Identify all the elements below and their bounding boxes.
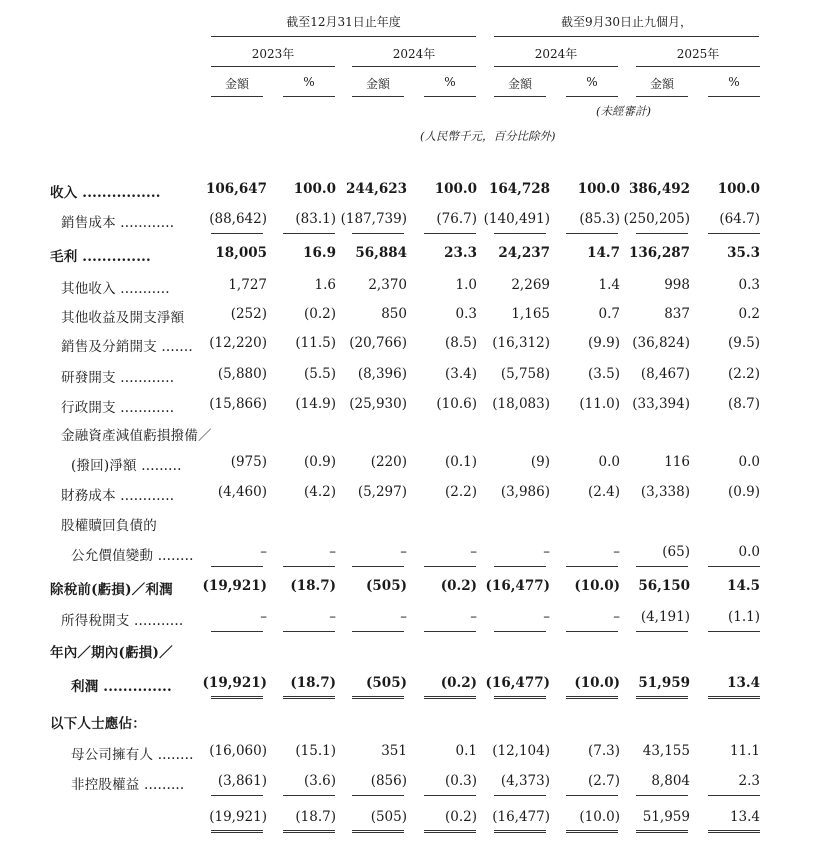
table-cell: (8.7) <box>727 396 760 412</box>
table-cell: 2,370 <box>368 277 407 293</box>
table-cell: (505) <box>370 809 407 825</box>
table-cell: (4,191) <box>640 609 690 625</box>
table-cell: 1.6 <box>314 277 336 293</box>
table-cell: 136,287 <box>628 245 690 261</box>
table-cell: – <box>470 544 477 560</box>
divider <box>352 96 404 97</box>
row-label: 研發開支 ............ <box>61 370 175 386</box>
table-cell: (64.7) <box>719 211 760 227</box>
table-cell: (0.9) <box>303 454 336 470</box>
table-cell: (975) <box>230 454 267 470</box>
table-cell: (5,297) <box>357 484 407 500</box>
subtotal-underline <box>494 631 546 632</box>
row-label: 母公司擁有人 ........ <box>71 747 194 763</box>
table-cell: (12,220) <box>209 335 267 351</box>
unaudited-note: (未經審計) <box>596 104 651 118</box>
row-label: 銷售成本 ............ <box>61 215 175 231</box>
table-cell: 24,237 <box>498 245 550 261</box>
table-cell: (3,986) <box>500 484 550 500</box>
table-cell: 850 <box>381 306 407 322</box>
table-cell: 244,623 <box>345 181 407 197</box>
row-label: 其他收入 ........... <box>61 281 170 297</box>
total-double-underline <box>566 696 618 699</box>
row-label: 其他收益及開支淨額 <box>61 310 185 326</box>
total-double-underline <box>636 696 688 699</box>
table-cell: (505) <box>366 578 407 594</box>
subtotal-underline <box>494 795 546 796</box>
table-cell: (18.7) <box>295 809 336 825</box>
total-double-underline <box>283 830 335 833</box>
total-double-underline <box>211 696 263 699</box>
row-label: 年內／期內(虧損)／ <box>50 645 173 661</box>
col-header-pct: % <box>303 75 315 89</box>
divider <box>211 66 335 67</box>
divider <box>566 96 618 97</box>
year-header: 2025年 <box>676 47 720 61</box>
table-cell: 0.3 <box>455 306 477 322</box>
subtotal-underline <box>566 566 618 567</box>
table-cell: (18.7) <box>290 675 336 691</box>
table-cell: 23.3 <box>444 245 477 261</box>
total-double-underline <box>352 830 404 833</box>
table-cell: (19,921) <box>202 675 267 691</box>
divider <box>636 66 760 67</box>
table-cell: 13.4 <box>729 809 760 825</box>
subtotal-underline <box>211 566 263 567</box>
table-cell: 0.1 <box>455 743 477 759</box>
col-header-amount: 金額 <box>224 77 249 91</box>
table-cell: (3.5) <box>587 366 620 382</box>
table-cell: (5.5) <box>303 366 336 382</box>
subtotal-underline <box>708 631 760 632</box>
subtotal-underline <box>566 631 618 632</box>
total-double-underline <box>708 696 760 699</box>
table-cell: 116 <box>664 454 690 470</box>
table-cell: (856) <box>370 773 407 789</box>
table-cell: 0.7 <box>598 306 620 322</box>
subtotal-underline <box>636 566 688 567</box>
total-double-underline <box>211 830 263 833</box>
table-cell: (16,477) <box>492 809 550 825</box>
table-cell: – <box>260 544 267 560</box>
table-cell: 18,005 <box>215 245 267 261</box>
col-header-pct: % <box>728 75 740 89</box>
divider <box>424 96 476 97</box>
table-cell: 1,165 <box>511 306 550 322</box>
row-label: 收入 ................ <box>50 185 161 201</box>
currency-note: (人民幣千元，百分比除外) <box>420 129 556 143</box>
table-cell: 351 <box>381 743 407 759</box>
table-cell: 13.4 <box>727 675 760 691</box>
table-cell: – <box>543 609 550 625</box>
col-header-pct: % <box>444 75 456 89</box>
table-cell: 106,647 <box>205 181 267 197</box>
table-cell: 1.4 <box>598 277 620 293</box>
subtotal-underline <box>283 631 335 632</box>
table-cell: 0.3 <box>738 277 760 293</box>
subtotal-underline <box>283 566 335 567</box>
table-cell: (18,083) <box>492 396 550 412</box>
table-cell: (250,205) <box>623 211 690 227</box>
table-cell: – <box>329 609 336 625</box>
subtotal-underline <box>708 795 760 796</box>
period-header-nine-months: 截至9月30日止九個月， <box>561 15 692 29</box>
subtotal-underline <box>211 631 263 632</box>
table-cell: (8,467) <box>640 366 690 382</box>
subtotal-underline <box>636 233 688 234</box>
table-cell: (4,460) <box>217 484 267 500</box>
table-cell: 1.0 <box>455 277 477 293</box>
table-cell: (0.2) <box>440 578 477 594</box>
table-cell: 164,728 <box>488 181 550 197</box>
divider <box>636 96 688 97</box>
col-header-amount: 金額 <box>365 77 390 91</box>
subtotal-underline <box>708 233 760 234</box>
table-cell: 100.0 <box>434 181 477 197</box>
subtotal-underline <box>352 566 404 567</box>
table-cell: (7.3) <box>587 743 620 759</box>
table-cell: (8,396) <box>357 366 407 382</box>
table-cell: – <box>400 609 407 625</box>
table-cell: (19,921) <box>209 809 267 825</box>
row-label: 以下人士應佔： <box>50 716 146 732</box>
table-cell: – <box>260 609 267 625</box>
subtotal-underline <box>424 795 476 796</box>
table-cell: (10.0) <box>574 578 620 594</box>
table-cell: – <box>329 544 336 560</box>
row-label: 除稅前(虧損)／利潤 <box>50 582 173 598</box>
total-double-underline <box>424 830 476 833</box>
table-cell: 56,150 <box>638 578 690 594</box>
table-cell: (0.2) <box>440 675 477 691</box>
table-cell: 35.3 <box>727 245 760 261</box>
table-cell: (14.9) <box>295 396 336 412</box>
row-label: 非控股權益 ......... <box>71 777 185 793</box>
table-cell: 1,727 <box>228 277 267 293</box>
table-cell: (19,921) <box>202 578 267 594</box>
divider <box>494 36 759 37</box>
table-cell: 14.7 <box>587 245 620 261</box>
subtotal-underline <box>283 795 335 796</box>
table-cell: (83.1) <box>295 211 336 227</box>
subtotal-underline <box>424 631 476 632</box>
divider <box>494 66 618 67</box>
table-cell: (2.4) <box>587 484 620 500</box>
row-label: 銷售及分銷開支 ....... <box>61 339 193 355</box>
table-cell: (252) <box>230 306 267 322</box>
subtotal-underline <box>352 631 404 632</box>
table-cell: (16,477) <box>485 675 550 691</box>
total-double-underline <box>566 830 618 833</box>
divider <box>708 96 760 97</box>
table-cell: (20,766) <box>349 335 407 351</box>
table-cell: 0.0 <box>738 544 760 560</box>
table-cell: 998 <box>664 277 690 293</box>
table-cell: (0.2) <box>303 306 336 322</box>
table-cell: – <box>543 544 550 560</box>
table-cell: – <box>470 609 477 625</box>
table-cell: (3.4) <box>444 366 477 382</box>
table-cell: (11.0) <box>579 396 620 412</box>
table-cell: 0.0 <box>738 454 760 470</box>
table-cell: (9.5) <box>727 335 760 351</box>
divider <box>352 66 476 67</box>
table-cell: (8.5) <box>444 335 477 351</box>
row-label: 公允價值變動 ........ <box>71 548 194 564</box>
total-double-underline <box>283 696 335 699</box>
subtotal-underline <box>424 566 476 567</box>
table-cell: (3,861) <box>217 773 267 789</box>
table-cell: (5,880) <box>217 366 267 382</box>
year-header: 2024年 <box>534 47 578 61</box>
table-cell: (25,930) <box>349 396 407 412</box>
col-header-pct: % <box>586 75 598 89</box>
table-cell: 16.9 <box>303 245 336 261</box>
table-cell: (187,739) <box>340 211 407 227</box>
col-header-amount: 金額 <box>649 77 674 91</box>
table-cell: 14.5 <box>727 578 760 594</box>
table-cell: – <box>613 544 620 560</box>
table-cell: (2.2) <box>444 484 477 500</box>
table-cell: (4.2) <box>303 484 336 500</box>
table-cell: 386,492 <box>628 181 690 197</box>
table-cell: (3,338) <box>640 484 690 500</box>
subtotal-underline <box>566 233 618 234</box>
table-cell: (10.0) <box>574 675 620 691</box>
subtotal-underline <box>708 566 760 567</box>
table-cell: (11.5) <box>295 335 336 351</box>
table-cell: 100.0 <box>577 181 620 197</box>
subtotal-underline <box>494 566 546 567</box>
table-cell: 100.0 <box>293 181 336 197</box>
table-cell: (65) <box>662 544 690 560</box>
divider <box>211 36 476 37</box>
subtotal-underline <box>636 631 688 632</box>
table-cell: (16,312) <box>492 335 550 351</box>
row-label: 股權贖回負債的 <box>61 518 157 534</box>
table-cell: (10.6) <box>436 396 477 412</box>
row-label: 所得稅開支 ........... <box>61 613 184 629</box>
table-cell: (15.1) <box>295 743 336 759</box>
row-label: 財務成本 ............ <box>61 488 175 504</box>
table-cell: (18.7) <box>290 578 336 594</box>
table-cell: – <box>400 544 407 560</box>
table-cell: (36,824) <box>632 335 690 351</box>
subtotal-underline <box>636 795 688 796</box>
subtotal-underline <box>566 795 618 796</box>
table-cell: (0.3) <box>444 773 477 789</box>
row-label: 利潤 .............. <box>71 679 172 695</box>
total-double-underline <box>636 830 688 833</box>
row-label: 金融資產減值虧損撥備／ <box>61 428 212 444</box>
row-label: (撥回)淨額 ......... <box>71 458 182 474</box>
row-label: 毛利 .............. <box>50 249 151 265</box>
total-double-underline <box>424 696 476 699</box>
subtotal-underline <box>283 233 335 234</box>
table-cell: (85.3) <box>579 211 620 227</box>
subtotal-underline <box>352 233 404 234</box>
table-cell: 51,959 <box>642 809 690 825</box>
total-double-underline <box>494 830 546 833</box>
divider <box>211 96 263 97</box>
table-cell: (88,642) <box>209 211 267 227</box>
table-cell: (15,866) <box>209 396 267 412</box>
divider <box>494 96 546 97</box>
table-cell: 43,155 <box>642 743 690 759</box>
table-cell: 100.0 <box>717 181 760 197</box>
year-header: 2023年 <box>251 47 295 61</box>
table-cell: 56,884 <box>355 245 407 261</box>
table-cell: (0.1) <box>444 454 477 470</box>
year-header: 2024年 <box>392 47 436 61</box>
table-cell: (9.9) <box>587 335 620 351</box>
table-cell: (9) <box>530 454 550 470</box>
subtotal-underline <box>352 795 404 796</box>
period-header-full-year: 截至12月31日止年度 <box>286 15 401 29</box>
total-double-underline <box>352 696 404 699</box>
subtotal-underline <box>494 233 546 234</box>
subtotal-underline <box>211 233 263 234</box>
table-cell: 2,269 <box>511 277 550 293</box>
table-cell: (220) <box>370 454 407 470</box>
table-cell: 11.1 <box>729 743 760 759</box>
table-cell: 837 <box>664 306 690 322</box>
table-cell: (4,373) <box>500 773 550 789</box>
table-cell: (33,394) <box>632 396 690 412</box>
table-cell: 51,959 <box>638 675 690 691</box>
table-cell: (0.2) <box>444 809 477 825</box>
table-cell: (140,491) <box>483 211 550 227</box>
table-cell: (16,060) <box>209 743 267 759</box>
table-cell: (12,104) <box>492 743 550 759</box>
total-double-underline <box>708 830 760 833</box>
subtotal-underline <box>424 233 476 234</box>
table-cell: 0.2 <box>738 306 760 322</box>
table-cell: (2.2) <box>727 366 760 382</box>
table-cell: 8,804 <box>651 773 690 789</box>
table-cell: 0.0 <box>598 454 620 470</box>
table-cell: (3.6) <box>303 773 336 789</box>
table-cell: (16,477) <box>485 578 550 594</box>
table-cell: (1.1) <box>727 609 760 625</box>
table-cell: (505) <box>366 675 407 691</box>
table-cell: – <box>613 609 620 625</box>
row-label: 行政開支 ............ <box>61 400 175 416</box>
table-cell: 2.3 <box>738 773 760 789</box>
table-cell: (2.7) <box>587 773 620 789</box>
table-cell: (0.9) <box>727 484 760 500</box>
table-cell: (10.0) <box>579 809 620 825</box>
divider <box>283 96 335 97</box>
subtotal-underline <box>211 795 263 796</box>
table-cell: (5,758) <box>500 366 550 382</box>
col-header-amount: 金額 <box>507 77 532 91</box>
table-cell: (76.7) <box>436 211 477 227</box>
total-double-underline <box>494 696 546 699</box>
